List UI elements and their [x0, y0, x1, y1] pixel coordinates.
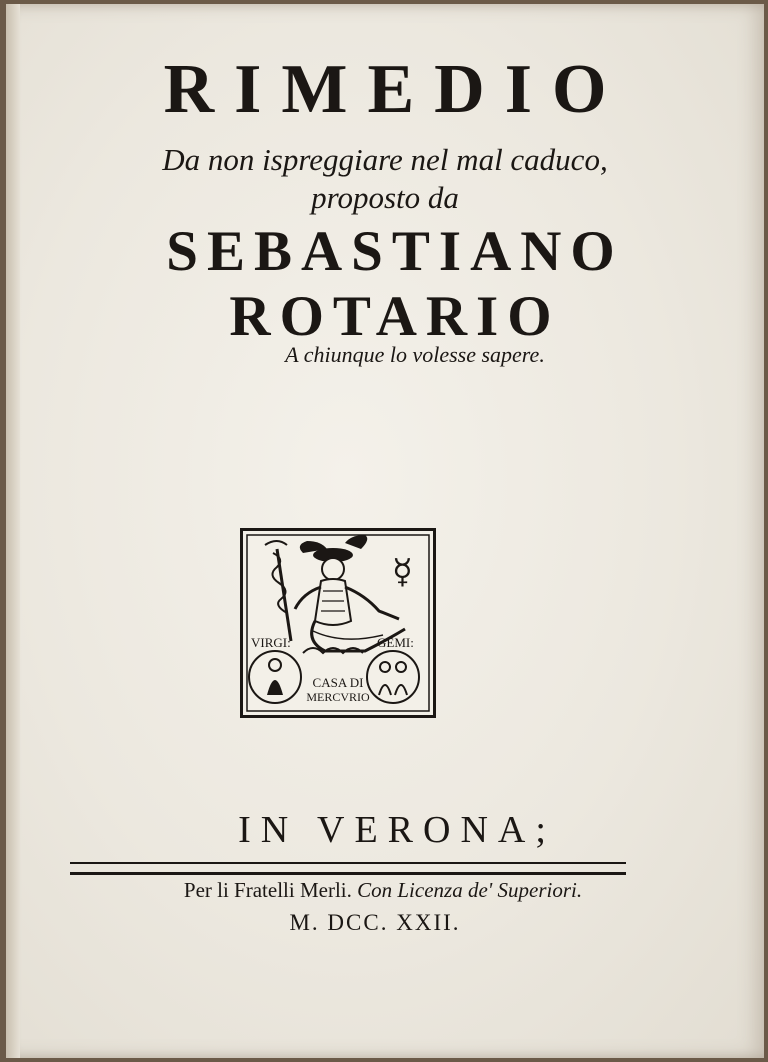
author-first-name: SEBASTIANO [166, 220, 624, 283]
gemini-roundel [367, 651, 419, 703]
bleed-through-text [76, 366, 636, 444]
imprint-year: M. DCC. XXII. [289, 910, 461, 935]
gemini-label: GEMI: [377, 635, 414, 650]
imprint-printer-line [6, 878, 762, 903]
author-last-name: ROTARIO [229, 285, 561, 348]
virgo-label: VIRGI: [251, 635, 291, 650]
mercury-symbol-icon: ☿ [392, 552, 413, 592]
woodcut-caption-1: CASA DI [312, 675, 364, 690]
printer-name: Per li Fratelli Merli. [183, 878, 352, 902]
woodcut-caption-2: MERCVRIO [306, 690, 370, 704]
license-text: Con Licenza de' Superiori. [357, 878, 583, 902]
book-title: RIMEDIO [163, 51, 627, 128]
title-page [6, 4, 764, 1058]
imprint-city: IN VERONA; [238, 809, 556, 851]
audience-line: A chiunque lo volesse sapere. [285, 342, 545, 367]
double-rule [70, 862, 626, 875]
subtitle-line-2: proposto da [311, 180, 459, 215]
subtitle-line-1: Da non ispreggiare nel mal caduco, [162, 142, 608, 177]
